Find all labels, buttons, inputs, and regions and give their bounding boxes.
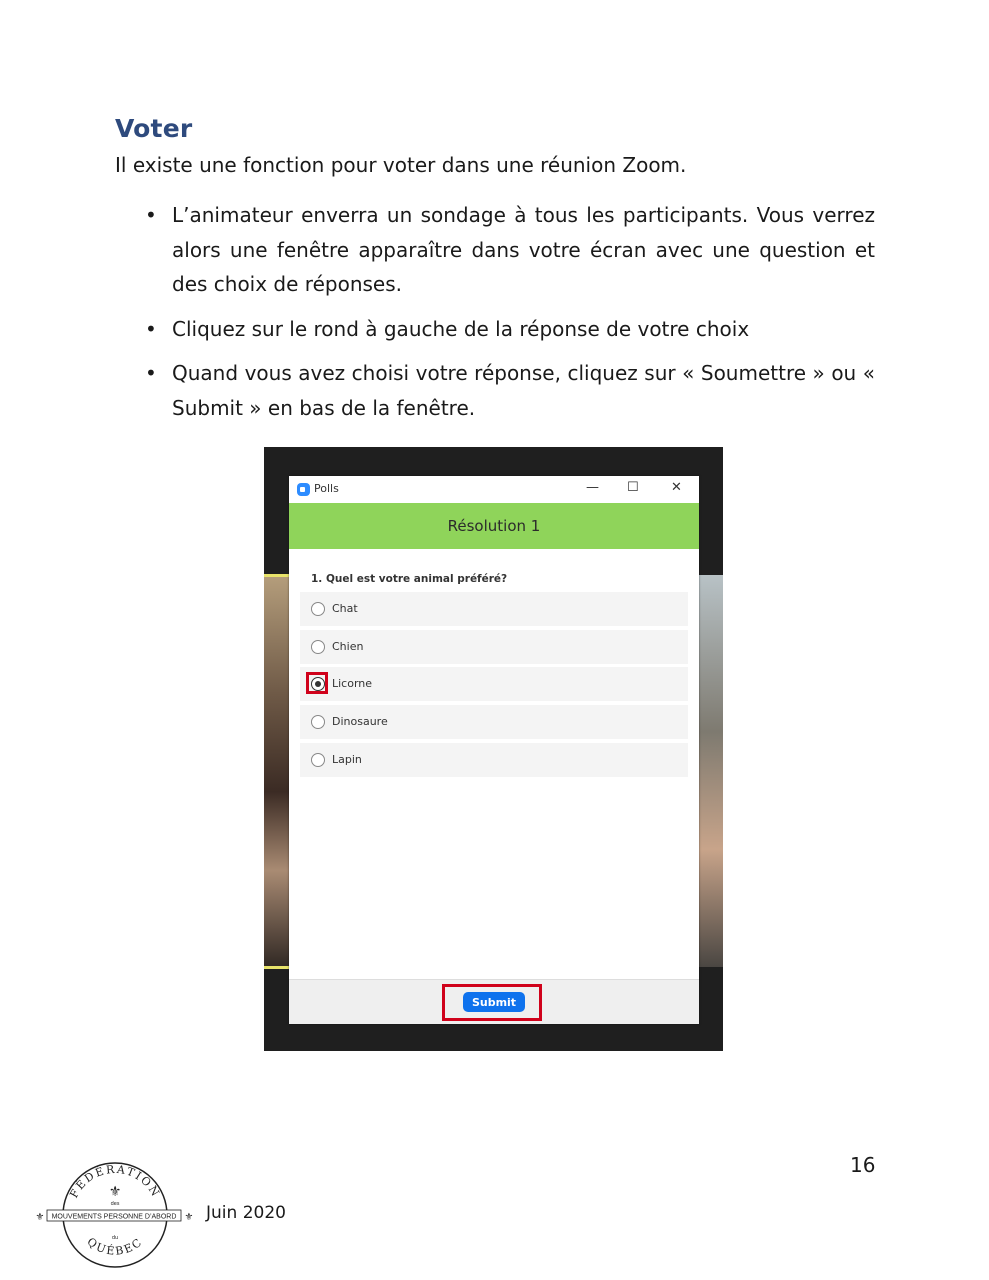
logo-top-text: FÉDÉRATION <box>67 1162 163 1201</box>
window-titlebar <box>289 476 699 503</box>
radio-button[interactable] <box>311 640 325 654</box>
submit-button[interactable]: Submit <box>463 992 525 1012</box>
radio-button[interactable] <box>311 715 325 729</box>
option-label: Chien <box>332 640 364 653</box>
list-item-text: Cliquez sur le rond à gauche de la réponse de votre choix <box>172 316 750 341</box>
close-button[interactable]: ✕ <box>671 480 682 495</box>
fleur-de-lis-icon: ⚜ <box>35 1212 45 1223</box>
option-label: Chat <box>332 602 358 615</box>
bullet-icon: • <box>145 203 157 227</box>
participant-video-right <box>699 575 723 967</box>
logo-bottom-text: QUÉBEC <box>84 1235 146 1258</box>
federation-logo <box>33 1160 197 1270</box>
radio-button[interactable] <box>311 602 325 616</box>
instruction-list <box>115 198 875 435</box>
participant-video-left <box>264 575 289 969</box>
highlight-box <box>306 672 328 694</box>
maximize-button[interactable]: ☐ <box>627 480 639 495</box>
section-heading: Voter <box>115 114 193 143</box>
bullet-icon: • <box>145 361 157 385</box>
poll-option[interactable] <box>300 592 688 626</box>
logo-des-text: des <box>110 1201 120 1207</box>
logo-middle-text: MOUVEMENTS PERSONNE D’ABORD <box>51 1213 177 1221</box>
fleur-de-lis-icon: ⚜ <box>184 1212 194 1223</box>
option-label: Licorne <box>332 677 373 690</box>
radio-button[interactable] <box>311 753 325 767</box>
polls-window <box>289 476 699 1024</box>
poll-footer <box>289 979 699 1024</box>
intro-text: Il existe une fonction pour voter dans une réunion Zoom. <box>115 153 687 177</box>
zoom-poll-screenshot <box>264 447 723 1051</box>
poll-option[interactable] <box>300 667 688 701</box>
option-label: Dinosaure <box>332 715 388 728</box>
poll-option[interactable] <box>300 705 688 739</box>
list-item-text: L’animateur enverra un sondage à tous les participants. Vous verrez alors une fenêtre apparaître dans votre écran avec une question et des choix de réponses. <box>172 203 875 296</box>
option-label: Lapin <box>332 753 362 766</box>
minimize-button[interactable]: — <box>586 480 599 495</box>
logo-du-text: du <box>111 1235 119 1241</box>
poll-option[interactable] <box>300 743 688 777</box>
list-item-text: Quand vous avez choisi votre réponse, cliquez sur « Soumettre » ou « Submit » en bas de la fenêtre. <box>172 361 875 420</box>
video-border <box>264 966 289 969</box>
fleur-de-lis-icon: ⚜ <box>108 1184 122 1200</box>
footer-date: Juin 2020 <box>206 1203 286 1223</box>
window-title: Polls <box>314 482 339 495</box>
poll-option[interactable] <box>300 630 688 664</box>
zoom-logo-icon <box>297 483 310 496</box>
poll-title: Résolution 1 <box>289 503 699 549</box>
video-border <box>264 574 289 577</box>
list-item <box>115 312 875 347</box>
poll-question: 1. Quel est votre animal préféré? <box>311 573 508 585</box>
list-item <box>115 198 875 302</box>
bullet-icon: • <box>145 316 157 341</box>
list-item <box>115 356 875 425</box>
page-number: 16 <box>850 1153 876 1177</box>
